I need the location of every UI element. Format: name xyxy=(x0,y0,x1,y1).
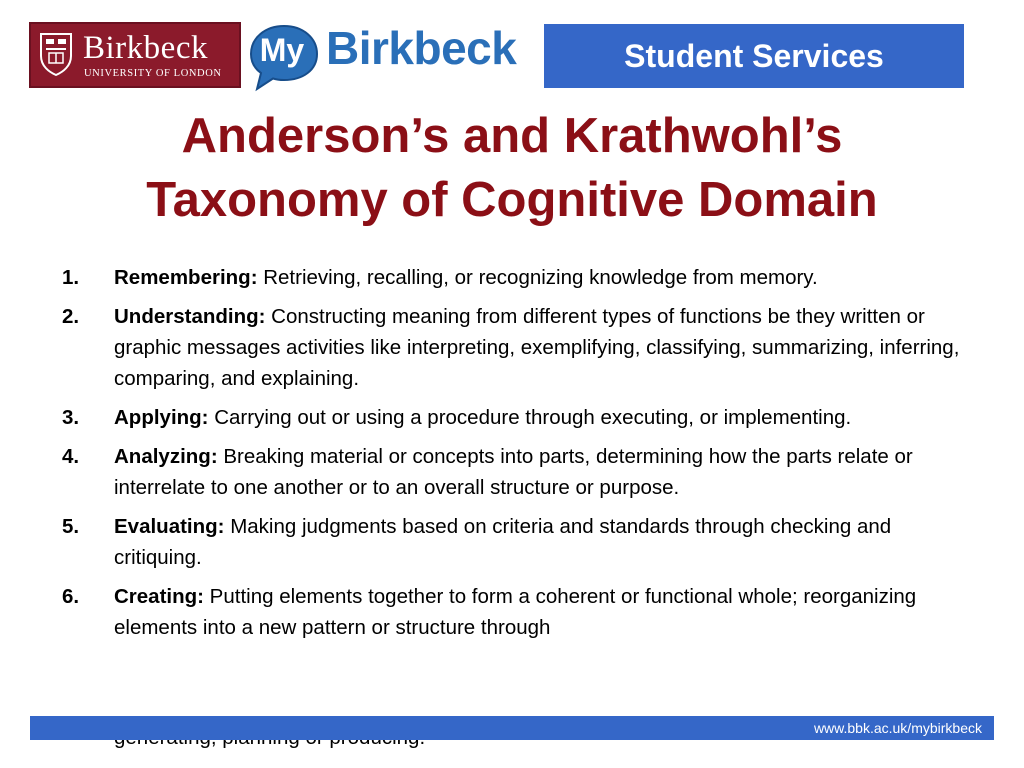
student-services-banner: Student Services xyxy=(544,24,964,88)
crest-icon xyxy=(39,32,73,76)
list-item-number: 3. xyxy=(62,406,80,429)
list-item-text: Putting elements together to form a coherent or functional whole; reorganizing elements into a new pattern or structure through xyxy=(114,585,917,639)
list-item xyxy=(62,511,967,573)
list-item-term: Applying: xyxy=(114,406,209,429)
mybirkbeck-wordmark: Birkbeck xyxy=(326,22,517,74)
list-item-text: Carrying out or using a procedure through executing, or implementing. xyxy=(208,406,852,429)
list-item xyxy=(62,402,967,433)
birkbeck-logo-wordmark: Birkbeck xyxy=(83,30,208,66)
list-item-term: Creating: xyxy=(114,585,204,608)
list-item-number: 4. xyxy=(62,445,80,468)
list-item-number: 1. xyxy=(62,266,80,289)
footer-bar xyxy=(30,716,994,740)
list-item xyxy=(62,262,967,293)
list-item-text: Breaking material or concepts into parts, determining how the parts relate or interrelate to one another or to an overall structure or purpose. xyxy=(114,445,913,499)
mybirkbeck-my-text: My xyxy=(259,32,305,68)
list-item-number: 2. xyxy=(62,305,80,328)
list-item-term: Understanding: xyxy=(114,305,266,328)
list-item-number: 5. xyxy=(62,515,80,538)
list-item-term: Analyzing: xyxy=(114,445,218,468)
footer-url-link[interactable]: www.bbk.ac.uk/mybirkbeck xyxy=(813,720,982,736)
list-item xyxy=(62,441,967,503)
birkbeck-logo-subtitle: UNIVERSITY OF LONDON xyxy=(84,68,222,79)
list-item-text: Retrieving, recalling, or recognizing knowledge from memory. xyxy=(257,266,818,289)
list-item-number: 6. xyxy=(62,585,80,608)
list-item xyxy=(62,581,967,643)
slide-title-line-1: Anderson’s and Krathwohl’s xyxy=(181,109,843,163)
birkbeck-logo xyxy=(29,22,241,88)
slide-title-line-2: Taxonomy of Cognitive Domain xyxy=(146,173,878,227)
slide-title xyxy=(40,104,984,232)
list-item-text: Making judgments based on criteria and standards through checking and critiquing. xyxy=(114,515,892,569)
list-item xyxy=(62,301,967,394)
list-item-term: Remembering: xyxy=(114,266,258,289)
list-item-term: Evaluating: xyxy=(114,515,225,538)
list-item-text: Constructing meaning from different types of functions be they written or graphic messages activities like interpreting, exemplifying, classifying, summarizing, inferring, comparing, and explaining. xyxy=(114,305,960,390)
taxonomy-list xyxy=(62,262,967,651)
